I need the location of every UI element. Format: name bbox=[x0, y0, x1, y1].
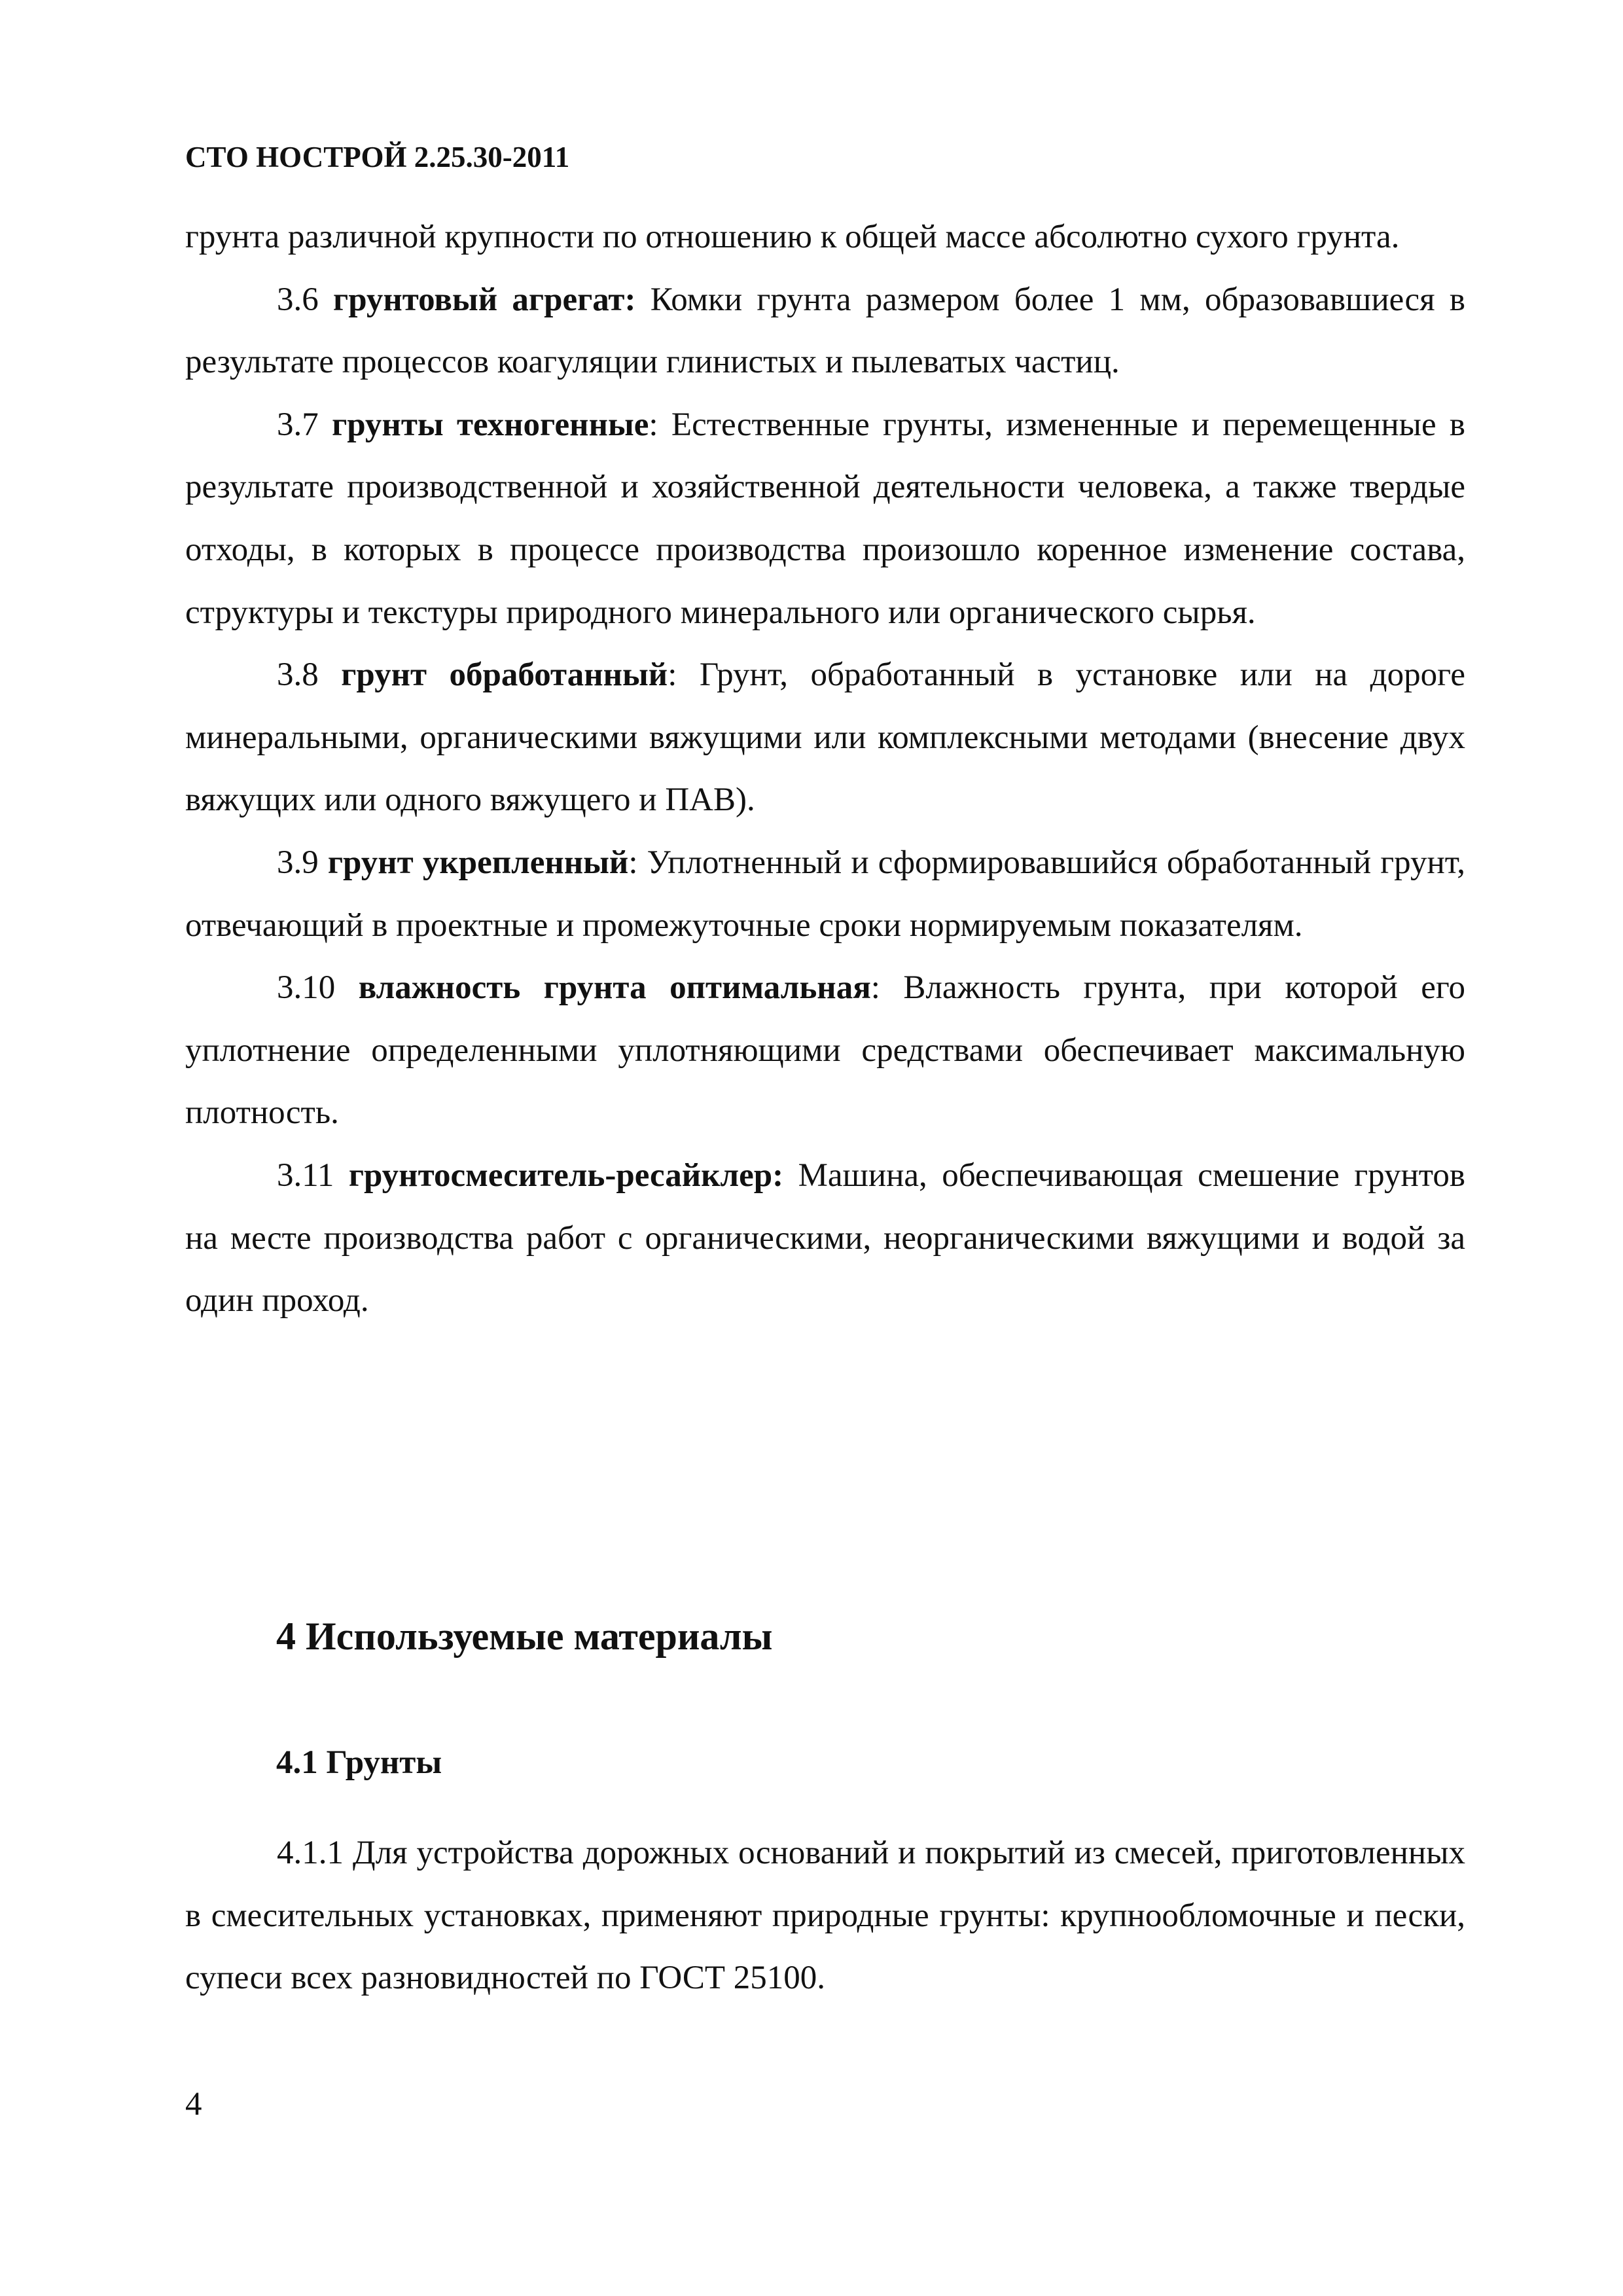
definition-term: влажность грунта оптимальная bbox=[358, 969, 871, 1007]
definition-3-9 bbox=[185, 832, 1465, 957]
definition-3-10 bbox=[185, 957, 1465, 1145]
page-header-doc-code: СТО НОСТРОЙ 2.25.30-2011 bbox=[185, 141, 570, 173]
intro-fragment: грунта различной крупности по отношению к общей массе абсолютно сухого грунта. bbox=[185, 219, 1400, 255]
definition-term: грунт обработанный bbox=[341, 656, 668, 694]
definition-3-8 bbox=[185, 644, 1465, 832]
definition-number: 3.11 bbox=[277, 1157, 334, 1194]
definition-text: Машина, обеспечивающая смешение грунтов на месте производства работ с органическими, неорганическими вяжущими и водой за один проход. bbox=[185, 1157, 1466, 1319]
definition-text: : Естественные грунты, измененные и перемещенные в результате производственной и хозяйственной деятельности человека, а также твердые отходы, в которых в процессе производства произошло коренное изменение состава, структуры и текстуры природного минерального или органического сырья. bbox=[185, 406, 1465, 631]
definition-number: 3.7 bbox=[277, 406, 319, 443]
definition-text: Комки грунта размером более 1 мм, образовавшиеся в результате процессов коагуляции глинистых и пылеватых частиц. bbox=[185, 281, 1465, 381]
definition-number: 3.6 bbox=[277, 281, 319, 318]
definition-3-7 bbox=[185, 394, 1465, 644]
definition-text: : Влажность грунта, при которой его уплотнение определенными уплотняющими средствами обеспечивает максимальную плотность. bbox=[185, 969, 1465, 1132]
definition-number: 3.8 bbox=[277, 656, 319, 694]
definition-text: : Уплотненный и сформировавшийся обработанный грунт, отвечающий в проектные и промежуточные сроки нормируемым показателям. bbox=[185, 844, 1465, 944]
definitions-body bbox=[185, 206, 1465, 1333]
definition-number: 3.10 bbox=[277, 969, 336, 1007]
definition-number: 3.9 bbox=[277, 844, 319, 881]
clauses-body bbox=[185, 1789, 1465, 2043]
definition-text: : Грунт, обработанный в установке или на дороге минеральными, органическими вяжущими или комплексными методами (внесение двух вяжущих или одного вяжущего и ПАВ). bbox=[185, 656, 1465, 819]
section-heading: 4 Используемые материалы bbox=[276, 1615, 773, 1658]
definition-term: грунты техногенные bbox=[332, 406, 649, 443]
definition-3-11 bbox=[185, 1145, 1465, 1333]
definition-term: грунтосмеситель-ресайклер: bbox=[348, 1157, 784, 1194]
definition-term: грунтовый агрегат: bbox=[333, 281, 636, 318]
page-number: 4 bbox=[185, 2086, 202, 2123]
subsection-heading: 4.1 Грунты bbox=[276, 1744, 442, 1781]
clause-4-1-1: 4.1.1 Для устройства дорожных оснований и покрытий из смесей, приготовленных в смесительных установках, применяют природные грунты: крупнообломочные и пески, супеси всех разновидностей по ГОСТ 25100. bbox=[185, 1835, 1465, 1997]
definition-term: грунт укрепленный bbox=[327, 844, 629, 881]
definition-3-6 bbox=[185, 269, 1465, 394]
